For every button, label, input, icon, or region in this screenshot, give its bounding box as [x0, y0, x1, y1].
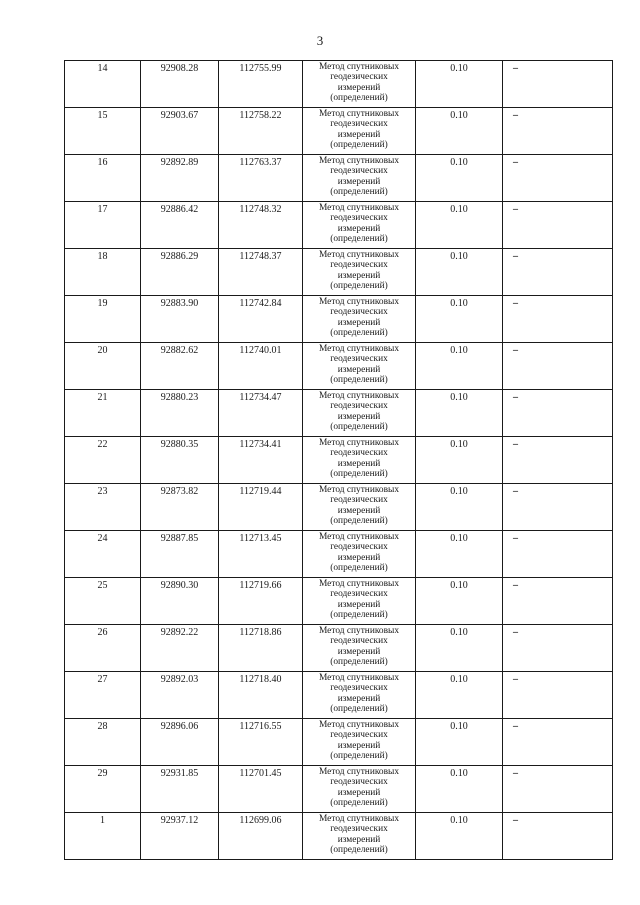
method-text-line: (определений) [330, 328, 388, 339]
x-coordinate-cell: 92880.23 [141, 390, 219, 437]
x-coordinate-cell: 92880.35 [141, 437, 219, 484]
note-cell: – [503, 672, 613, 719]
y-coordinate-cell: 112718.86 [219, 625, 303, 672]
point-number-cell: 18 [65, 249, 141, 296]
x-coordinate-cell: 92896.06 [141, 719, 219, 766]
method-text-line: геодезических [330, 495, 388, 506]
method-text-line: (определений) [330, 140, 388, 151]
table-row [65, 108, 613, 155]
method-text-line: (определений) [330, 563, 388, 574]
method-text-line: (определений) [330, 469, 388, 480]
method-text-line: (определений) [330, 93, 388, 104]
note-cell: – [503, 813, 613, 860]
method-text-line: измерений [337, 834, 381, 845]
point-number-cell: 29 [65, 766, 141, 813]
point-number-cell: 19 [65, 296, 141, 343]
method-text-line: геодезических [330, 213, 388, 224]
table-row [65, 437, 613, 484]
method-text-line: измерений [337, 740, 381, 751]
method-text-line: геодезических [330, 166, 388, 177]
method-text-line: (определений) [330, 281, 388, 292]
x-coordinate-cell: 92892.22 [141, 625, 219, 672]
note-cell: – [503, 249, 613, 296]
y-coordinate-cell: 112763.37 [219, 155, 303, 202]
x-coordinate-cell: 92886.42 [141, 202, 219, 249]
method-text-line: (определений) [330, 657, 388, 668]
point-number-cell: 20 [65, 343, 141, 390]
coordinates-table [64, 60, 613, 860]
y-coordinate-cell: 112740.01 [219, 343, 303, 390]
method-cell [303, 108, 416, 155]
method-cell [303, 484, 416, 531]
y-coordinate-cell: 112734.41 [219, 437, 303, 484]
x-coordinate-cell: 92890.30 [141, 578, 219, 625]
y-coordinate-cell: 112716.55 [219, 719, 303, 766]
accuracy-cell: 0.10 [416, 531, 503, 578]
note-cell: – [503, 202, 613, 249]
method-text-line: измерений [337, 270, 381, 281]
y-coordinate-cell: 112748.32 [219, 202, 303, 249]
method-text-line: (определений) [330, 798, 388, 809]
point-number-cell: 27 [65, 672, 141, 719]
method-text-line: геодезических [330, 119, 388, 130]
method-text-line: Метод спутниковых [318, 673, 400, 683]
method-text-line: измерений [337, 82, 381, 93]
point-number-cell: 24 [65, 531, 141, 578]
y-coordinate-cell: 112713.45 [219, 531, 303, 578]
accuracy-cell: 0.10 [416, 249, 503, 296]
method-text-line: измерений [337, 364, 381, 375]
x-coordinate-cell: 92903.67 [141, 108, 219, 155]
note-cell: – [503, 484, 613, 531]
x-coordinate-cell: 92908.28 [141, 61, 219, 108]
method-text-line: Метод спутниковых [318, 344, 400, 354]
table-row [65, 672, 613, 719]
note-cell: – [503, 296, 613, 343]
method-cell [303, 719, 416, 766]
note-cell: – [503, 155, 613, 202]
note-cell: – [503, 390, 613, 437]
method-text-line: Метод спутниковых [318, 532, 400, 542]
method-cell [303, 249, 416, 296]
point-number-cell: 23 [65, 484, 141, 531]
note-cell: – [503, 343, 613, 390]
y-coordinate-cell: 112758.22 [219, 108, 303, 155]
method-text-line: Метод спутниковых [318, 767, 400, 777]
method-text-line: (определений) [330, 516, 388, 527]
accuracy-cell: 0.10 [416, 719, 503, 766]
method-text-line: Метод спутниковых [318, 297, 400, 307]
x-coordinate-cell: 92883.90 [141, 296, 219, 343]
method-text-line: измерений [337, 223, 381, 234]
table-row [65, 766, 613, 813]
table-row [65, 578, 613, 625]
note-cell: – [503, 437, 613, 484]
accuracy-cell: 0.10 [416, 343, 503, 390]
method-cell [303, 531, 416, 578]
x-coordinate-cell: 92937.12 [141, 813, 219, 860]
method-cell [303, 390, 416, 437]
method-cell [303, 813, 416, 860]
accuracy-cell: 0.10 [416, 766, 503, 813]
method-text-line: Метод спутниковых [318, 579, 400, 589]
method-text-line: (определений) [330, 422, 388, 433]
method-text-line: Метод спутниковых [318, 720, 400, 730]
y-coordinate-cell: 112719.44 [219, 484, 303, 531]
method-text-line: геодезических [330, 72, 388, 83]
method-text-line: измерений [337, 646, 381, 657]
accuracy-cell: 0.10 [416, 484, 503, 531]
method-text-line: Метод спутниковых [318, 485, 400, 495]
method-text-line: Метод спутниковых [318, 62, 400, 72]
y-coordinate-cell: 112748.37 [219, 249, 303, 296]
method-text-line: Метод спутниковых [318, 391, 400, 401]
accuracy-cell: 0.10 [416, 108, 503, 155]
method-text-line: измерений [337, 176, 381, 187]
x-coordinate-cell: 92886.29 [141, 249, 219, 296]
table-row [65, 531, 613, 578]
table-row [65, 813, 613, 860]
method-text-line: Метод спутниковых [318, 250, 400, 260]
method-text-line: геодезических [330, 260, 388, 271]
point-number-cell: 21 [65, 390, 141, 437]
method-text-line: Метод спутниковых [318, 109, 400, 119]
table-row [65, 155, 613, 202]
method-text-line: геодезических [330, 636, 388, 647]
y-coordinate-cell: 112719.66 [219, 578, 303, 625]
point-number-cell: 28 [65, 719, 141, 766]
method-cell [303, 202, 416, 249]
coordinates-table-body [65, 61, 613, 860]
x-coordinate-cell: 92887.85 [141, 531, 219, 578]
method-text-line: Метод спутниковых [318, 203, 400, 213]
table-row [65, 343, 613, 390]
accuracy-cell: 0.10 [416, 437, 503, 484]
method-cell [303, 437, 416, 484]
method-text-line: (определений) [330, 187, 388, 198]
table-row [65, 296, 613, 343]
method-cell [303, 672, 416, 719]
method-cell [303, 343, 416, 390]
point-number-cell: 22 [65, 437, 141, 484]
accuracy-cell: 0.10 [416, 625, 503, 672]
point-number-cell: 25 [65, 578, 141, 625]
method-text-line: геодезических [330, 777, 388, 788]
x-coordinate-cell: 92892.89 [141, 155, 219, 202]
accuracy-cell: 0.10 [416, 672, 503, 719]
y-coordinate-cell: 112734.47 [219, 390, 303, 437]
y-coordinate-cell: 112718.40 [219, 672, 303, 719]
method-text-line: геодезических [330, 683, 388, 694]
x-coordinate-cell: 92873.82 [141, 484, 219, 531]
method-text-line: геодезических [330, 307, 388, 318]
method-cell [303, 578, 416, 625]
method-text-line: Метод спутниковых [318, 814, 400, 824]
point-number-cell: 16 [65, 155, 141, 202]
method-text-line: измерений [337, 411, 381, 422]
page-number: 3 [316, 33, 324, 48]
point-number-cell: 26 [65, 625, 141, 672]
method-cell [303, 296, 416, 343]
method-text-line: геодезических [330, 730, 388, 741]
method-cell [303, 61, 416, 108]
accuracy-cell: 0.10 [416, 813, 503, 860]
method-text-line: геодезических [330, 824, 388, 835]
method-text-line: геодезических [330, 354, 388, 365]
method-text-line: измерений [337, 787, 381, 798]
table-row [65, 625, 613, 672]
note-cell: – [503, 61, 613, 108]
accuracy-cell: 0.10 [416, 61, 503, 108]
method-text-line: геодезических [330, 401, 388, 412]
table-row [65, 249, 613, 296]
note-cell: – [503, 531, 613, 578]
method-text-line: измерений [337, 317, 381, 328]
method-text-line: геодезических [330, 448, 388, 459]
note-cell: – [503, 578, 613, 625]
accuracy-cell: 0.10 [416, 202, 503, 249]
method-text-line: Метод спутниковых [318, 438, 400, 448]
method-text-line: Метод спутниковых [318, 156, 400, 166]
y-coordinate-cell: 112742.84 [219, 296, 303, 343]
method-text-line: (определений) [330, 375, 388, 386]
y-coordinate-cell: 112755.99 [219, 61, 303, 108]
accuracy-cell: 0.10 [416, 578, 503, 625]
note-cell: – [503, 719, 613, 766]
x-coordinate-cell: 92892.03 [141, 672, 219, 719]
point-number-cell: 1 [65, 813, 141, 860]
point-number-cell: 15 [65, 108, 141, 155]
method-text-line: Метод спутниковых [318, 626, 400, 636]
method-text-line: измерений [337, 505, 381, 516]
table-row [65, 390, 613, 437]
x-coordinate-cell: 92882.62 [141, 343, 219, 390]
accuracy-cell: 0.10 [416, 390, 503, 437]
method-text-line: (определений) [330, 234, 388, 245]
method-text-line: (определений) [330, 704, 388, 715]
method-cell [303, 625, 416, 672]
note-cell: – [503, 766, 613, 813]
method-text-line: (определений) [330, 751, 388, 762]
x-coordinate-cell: 92931.85 [141, 766, 219, 813]
y-coordinate-cell: 112699.06 [219, 813, 303, 860]
table-row [65, 719, 613, 766]
note-cell: – [503, 108, 613, 155]
table-row [65, 484, 613, 531]
method-text-line: геодезических [330, 589, 388, 600]
point-number-cell: 17 [65, 202, 141, 249]
method-text-line: измерений [337, 129, 381, 140]
table-row [65, 61, 613, 108]
accuracy-cell: 0.10 [416, 155, 503, 202]
y-coordinate-cell: 112701.45 [219, 766, 303, 813]
table-row [65, 202, 613, 249]
method-text-line: измерений [337, 693, 381, 704]
accuracy-cell: 0.10 [416, 296, 503, 343]
note-cell: – [503, 625, 613, 672]
method-text-line: (определений) [330, 610, 388, 621]
method-text-line: измерений [337, 552, 381, 563]
method-cell [303, 155, 416, 202]
method-cell [303, 766, 416, 813]
method-text-line: (определений) [330, 845, 388, 856]
point-number-cell: 14 [65, 61, 141, 108]
method-text-line: измерений [337, 458, 381, 469]
method-text-line: измерений [337, 599, 381, 610]
method-text-line: геодезических [330, 542, 388, 553]
